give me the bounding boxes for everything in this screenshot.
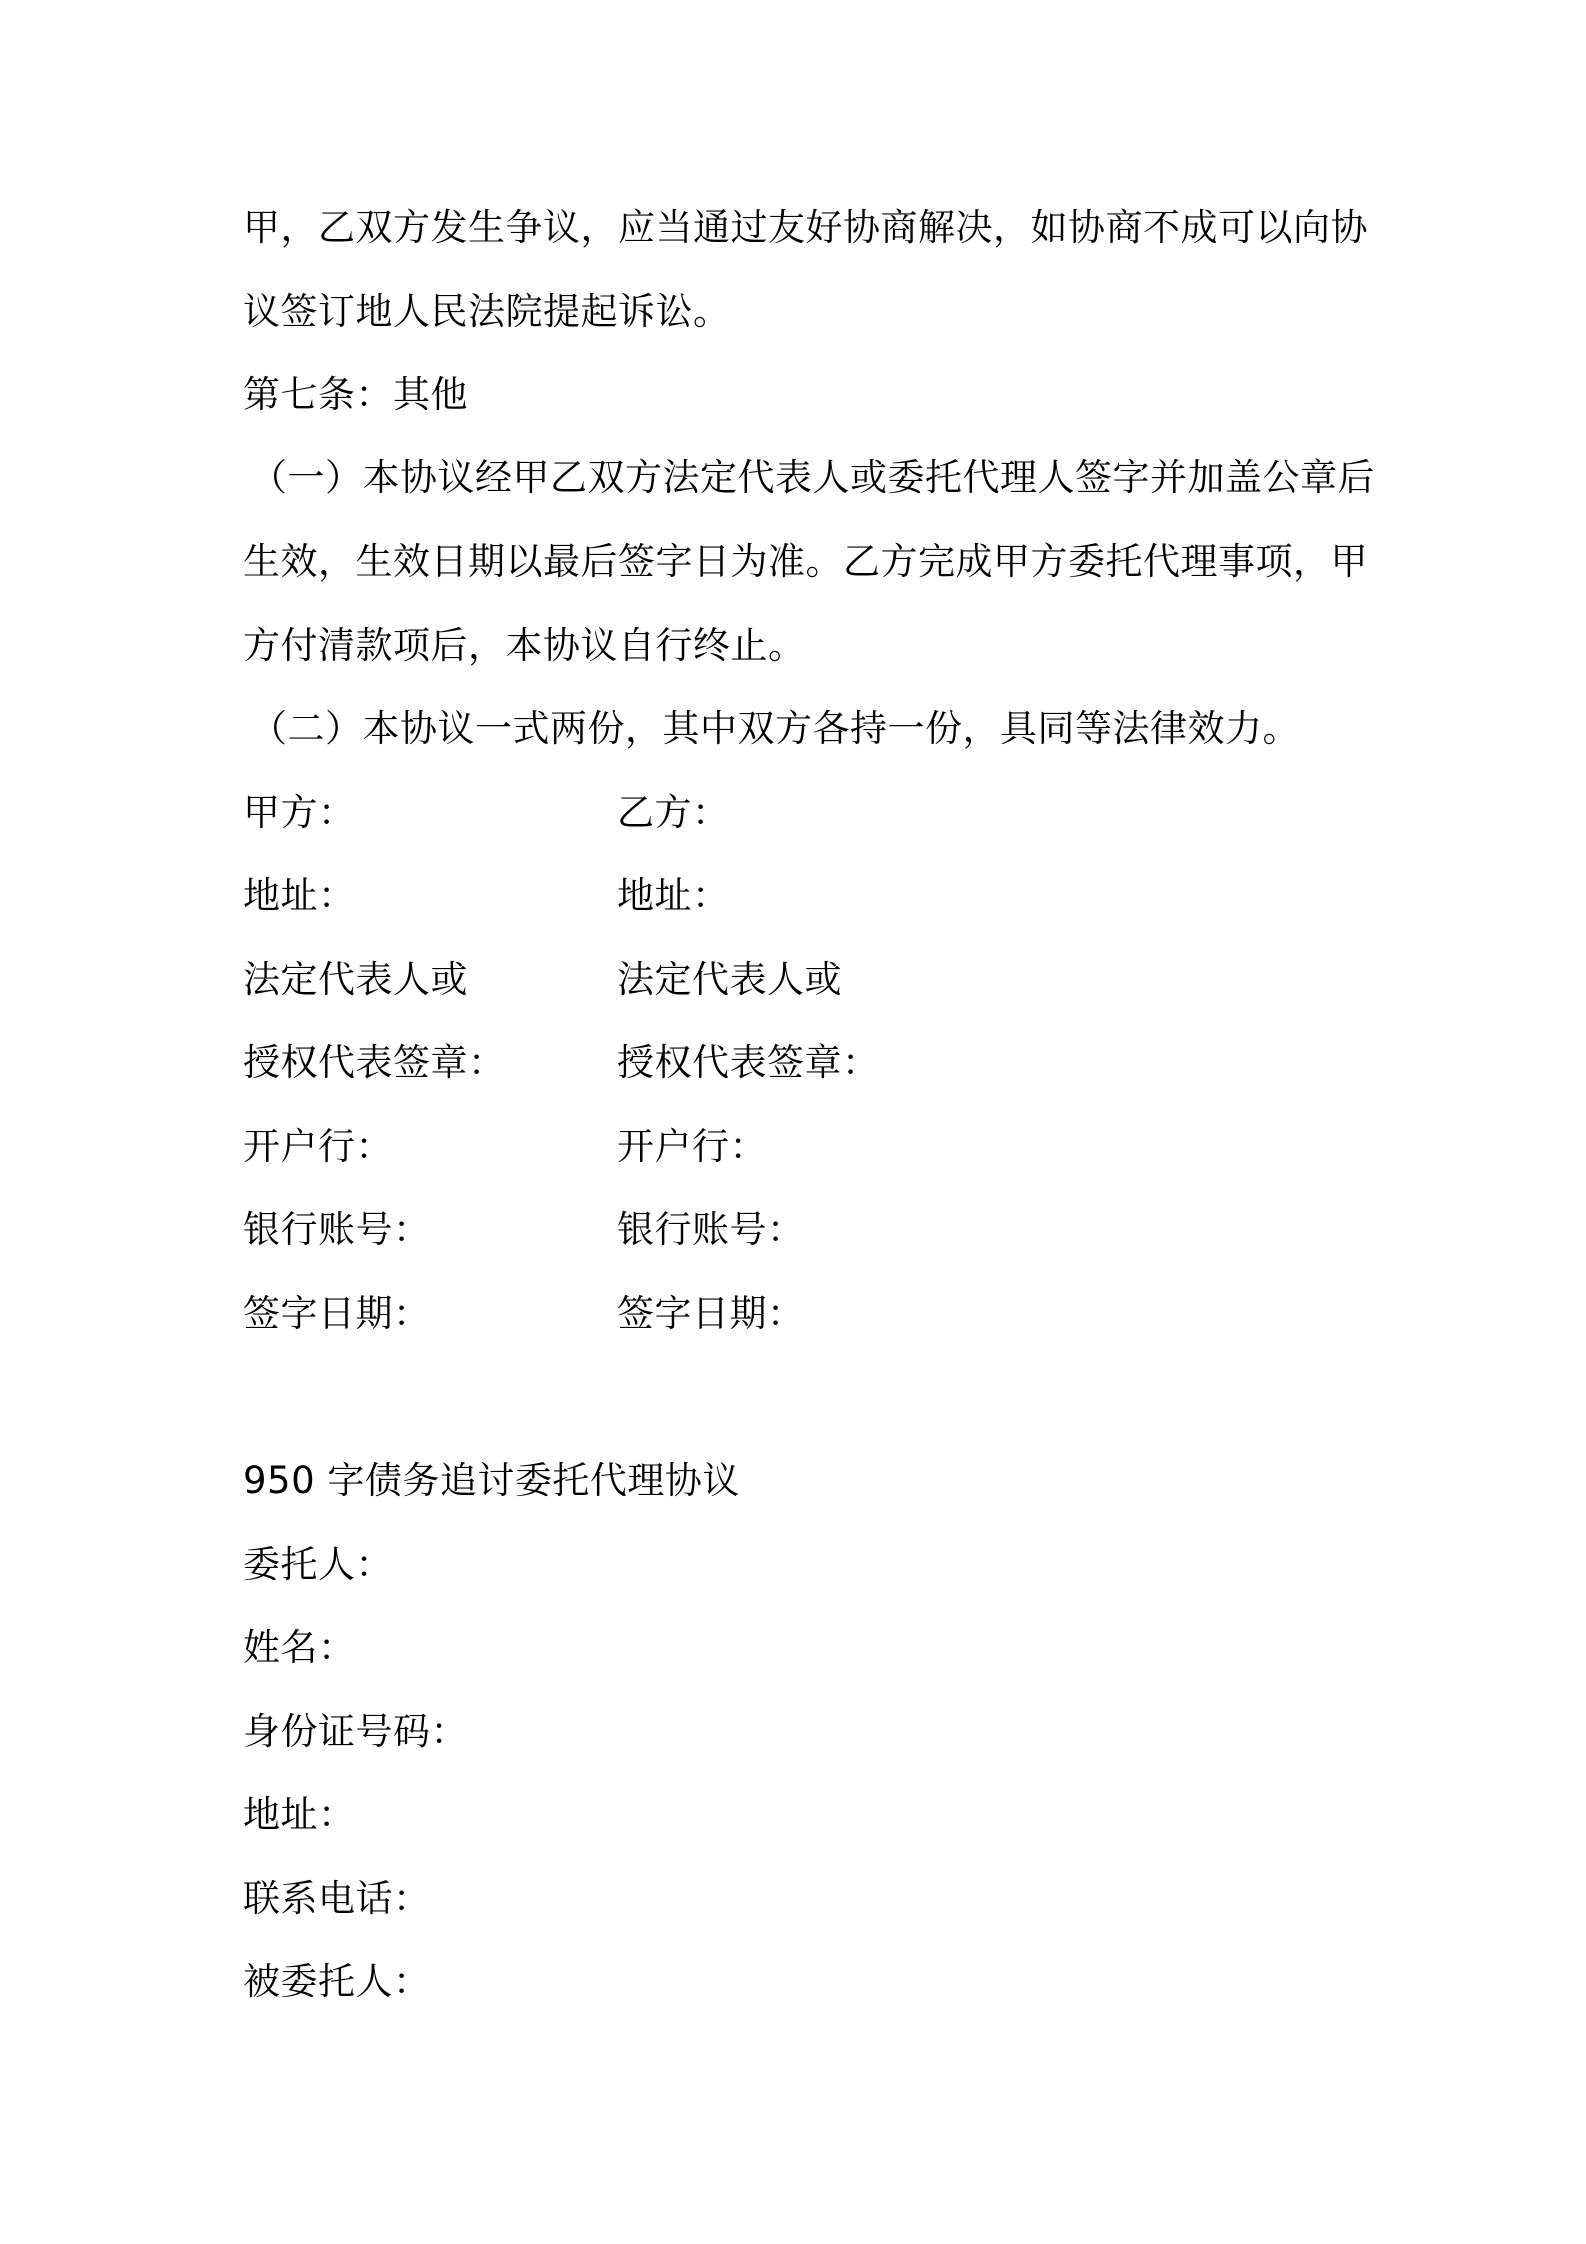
dispute-paragraph-line-1: 甲，乙双方发生争议，应当通过友好协商解决，如协商不成可以向协: [243, 206, 1368, 249]
party-a-label: 甲方：: [243, 791, 356, 834]
party-a-bank-label: 开户行：: [243, 1125, 393, 1168]
principal-label: 委托人：: [243, 1543, 393, 1586]
party-b-address-label: 地址：: [617, 874, 730, 917]
party-a-address-label: 地址：: [243, 874, 356, 917]
second-document-title: 950 字债务追讨委托代理协议: [243, 1459, 740, 1502]
party-b-rep-label-line-1: 法定代表人或: [617, 958, 842, 1001]
principal-name-label: 姓名：: [243, 1626, 356, 1669]
party-a-rep-label-line-1: 法定代表人或: [243, 958, 468, 1001]
principal-id-number-label: 身份证号码：: [243, 1710, 468, 1753]
party-a-rep-label-line-2: 授权代表签章：: [243, 1041, 506, 1084]
party-b-bank-label: 开户行：: [617, 1125, 767, 1168]
clause-two-line: （二）本协议一式两份，其中双方各持一份，具同等法律效力。: [250, 707, 1300, 750]
party-b-label: 乙方：: [617, 791, 730, 834]
clause-one-line-2: 生效，生效日期以最后签字日为准。乙方完成甲方委托代理事项，甲: [243, 540, 1368, 583]
clause-one-line-1: （一）本协议经甲乙双方法定代表人或委托代理人签字并加盖公章后: [250, 456, 1375, 499]
principal-phone-label: 联系电话：: [243, 1877, 431, 1920]
party-b-rep-label-line-2: 授权代表签章：: [617, 1041, 880, 1084]
party-a-date-label: 签字日期：: [243, 1292, 431, 1335]
agent-label: 被委托人：: [243, 1960, 431, 2003]
clause-one-line-3: 方付清款项后，本协议自行终止。: [243, 624, 806, 667]
principal-address-label: 地址：: [243, 1793, 356, 1836]
party-a-account-label: 银行账号：: [243, 1208, 431, 1251]
party-b-date-label: 签字日期：: [617, 1292, 805, 1335]
article-seven-heading: 第七条：其他: [243, 373, 468, 416]
dispute-paragraph-line-2: 议签订地人民法院提起诉讼。: [243, 290, 731, 333]
party-b-account-label: 银行账号：: [617, 1208, 805, 1251]
